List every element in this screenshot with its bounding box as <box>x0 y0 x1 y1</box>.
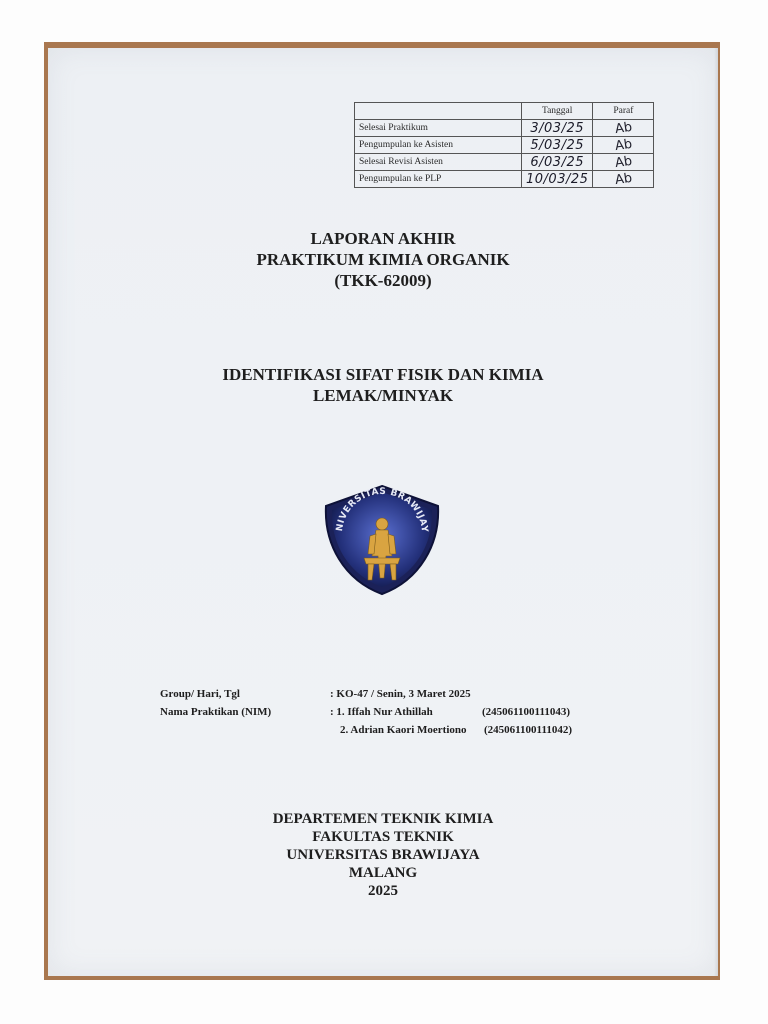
row-date: 5/03/25 <box>530 137 584 153</box>
group-value: : KO-47 / Senin, 3 Maret 2025 <box>330 688 471 700</box>
member-nim: (245061100111042) <box>484 724 573 736</box>
dept-line-4: MALANG <box>348 865 418 881</box>
topic-line-1: IDENTIFIKASI SIFAT FISIK DAN KIMIA <box>222 365 544 384</box>
table-row <box>355 120 654 137</box>
row-date: 10/03/25 <box>526 171 589 187</box>
logo-text: NIVERSITAS BRAWIJAY <box>334 486 430 533</box>
row-date: 6/03/25 <box>530 154 584 170</box>
topic-line-2: LEMAK/MINYAK <box>312 386 454 405</box>
member-name: : 1. Iffah Nur Athillah <box>330 706 433 718</box>
table-row <box>355 154 654 171</box>
title-line-3: (TKK-62009) <box>334 271 432 290</box>
table-row <box>355 171 654 188</box>
report-title <box>48 228 718 291</box>
title-line-2: PRAKTIKUM KIMIA ORGANIK <box>256 250 510 269</box>
status-table <box>354 102 654 188</box>
signature-mark: Ab <box>613 119 633 137</box>
dept-line-1: DEPARTEMEN TEKNIK KIMIA <box>272 811 494 827</box>
report-topic <box>48 364 718 406</box>
dept-line-2: FAKULTAS TEKNIK <box>312 829 454 845</box>
header-sign: Paraf <box>593 103 654 120</box>
group-label: Group/ Hari, Tgl <box>160 688 240 700</box>
dept-line-3: UNIVERSITAS BRAWIJAYA <box>286 847 480 863</box>
dept-line-5: 2025 <box>368 883 398 899</box>
header-date: Tanggal <box>522 103 593 120</box>
signature-mark: Ab <box>613 170 633 188</box>
status-table-header <box>355 103 654 120</box>
department-block <box>48 810 718 900</box>
brawijaya-seal-icon <box>320 484 444 596</box>
university-logo <box>320 484 444 596</box>
name-label: Nama Praktikan (NIM) <box>160 706 272 718</box>
title-line-1: LAPORAN AKHIR <box>310 229 456 248</box>
row-label: Selesai Praktikum <box>355 120 522 137</box>
member-nim: (245061100111043) <box>482 706 571 718</box>
member-name: 2. Adrian Kaori Moertiono <box>340 724 467 736</box>
row-label: Pengumpulan ke Asisten <box>355 137 522 154</box>
row-label: Selesai Revisi Asisten <box>355 154 522 171</box>
document-page <box>48 48 718 976</box>
row-date: 3/03/25 <box>530 120 584 136</box>
row-label: Pengumpulan ke PLP <box>355 171 522 188</box>
signature-mark: Ab <box>613 136 633 154</box>
table-row <box>355 137 654 154</box>
header-blank <box>355 103 522 120</box>
signature-mark: Ab <box>613 153 633 171</box>
